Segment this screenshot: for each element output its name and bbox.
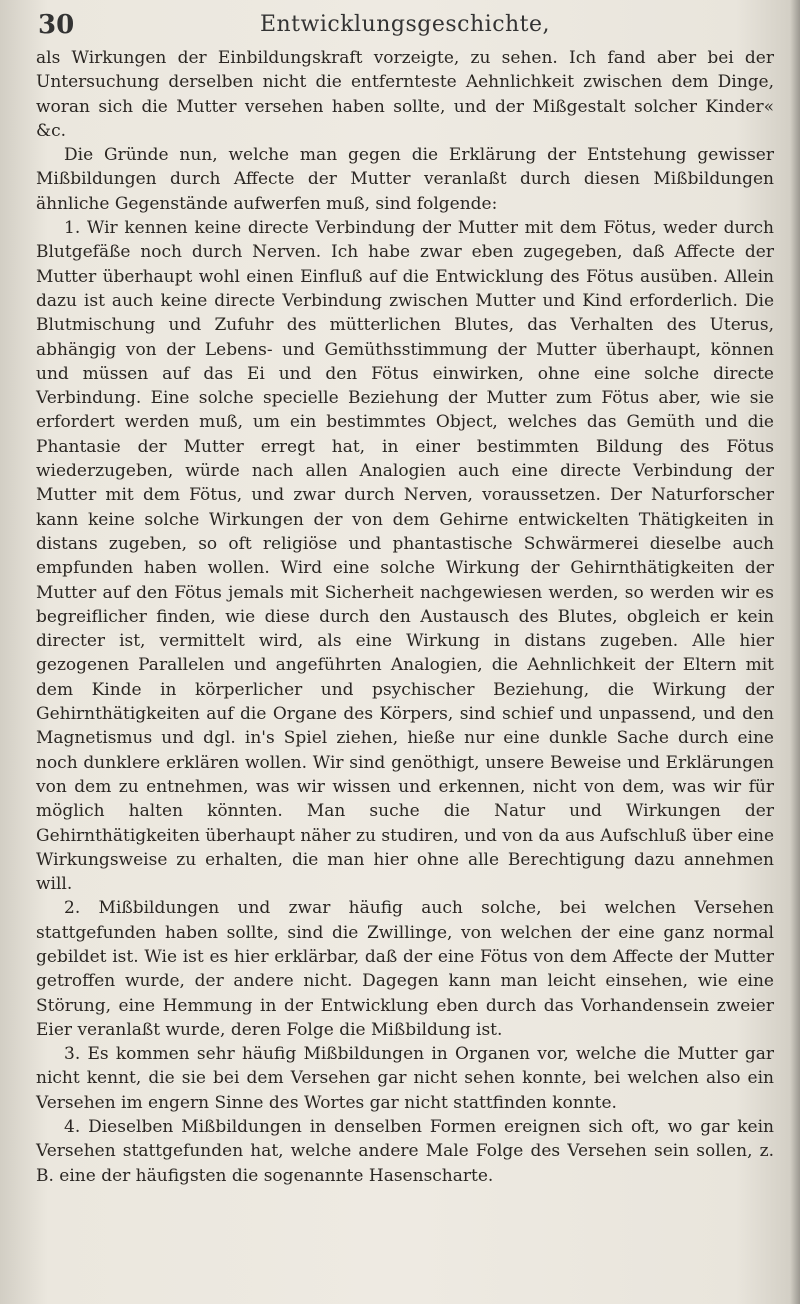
paragraph-reason-3: 3. Es kommen sehr häufig Mißbildungen in Organen vor, welche die Mutter gar nicht kennt, die sie bei dem Versehen gar nicht sehen konnte, bei welchen also ein Versehen im engern Sinne des Wortes gar nicht stattfinden konnte. xyxy=(36,1044,774,1113)
paragraph-continuation: als Wirkungen der Einbildungskraft vorzeigte, zu sehen. Ich fand aber bei der Untersuchung derselben nicht die entfernteste Aehnlichkeit zwischen dem Dinge, woran sich die Mutter versehen haben sollte, und der Mißgestalt solcher Kinder« &c. xyxy=(36,48,774,141)
running-title: Entwicklungsgeschichte, xyxy=(259,12,551,37)
paragraph-reason-2: 2. Mißbildungen und zwar häufig auch solche, bei welchen Versehen stattgefunden haben sollte, sind die Zwillinge, von welchen der eine ganz normal gebildet ist. Wie ist es hier erklärbar, daß der eine Fötus von dem Affecte der Mutter getroffen wurde, der andere nicht. Dagegen kann man leicht einsehen, wie eine Störung, eine Hemmung in der Entwicklung eben durch das Vorhandensein zweier Eier veranlaßt wurde, deren Folge die Mißbildung ist. xyxy=(36,898,774,1040)
page-body xyxy=(36,46,774,1188)
page-number: 30 xyxy=(38,10,75,40)
paragraph-reason-1: 1. Wir kennen keine directe Verbindung der Mutter mit dem Fötus, weder durch Blutgefäße noch durch Nerven. Ich habe zwar eben zugegeben, daß Affecte der Mutter überhaupt wohl einen Einfluß auf die Entwicklung des Fötus ausüben. Allein dazu ist auch keine directe Verbindung zwischen Mutter und Kind erforderlich. Die Blutmischung und Zufuhr des mütterlichen Blutes, das Verhalten des Uterus, abhängig von der Lebens- und Gemüthsstimmung der Mutter überhaupt, können und müssen auf das Ei und den Fötus einwirken, ohne eine solche directe Verbindung. Eine solche specielle Beziehung der Mutter zum Fötus aber, wie sie erfordert werden muß, um ein bestimmtes Object, welches das Gemüth und die Phantasie der Mutter erregt hat, in einer bestimmten Bildung des Fötus wiederzugeben, würde nach allen Analogien auch eine directe Verbindung der Mutter mit dem Fötus, und zwar durch Nerven, voraussetzen. Der Naturforscher kann keine solche Wirkungen der von dem Gehirne entwickelten Thätigkeiten in distans zugeben, so oft religiöse und phantastische Schwärmerei dieselbe auch empfunden haben wollen. Wird eine solche Wirkung der Gehirnthätigkeiten der Mutter auf den Fötus jemals mit Sicherheit nachgewiesen werden, so werden wir es begreiflicher finden, wie diese durch den Austausch des Blutes, obgleich er kein directer ist, vermittelt wird, als eine Wirkung in distans zugeben. Alle hier gezogenen Parallelen und angeführten Analogien, die Aehnlichkeit der Eltern mit dem Kinde in körperlicher und psychischer Beziehung, die Wirkung der Gehirnthätigkeiten auf die Organe des Körpers, sind schief und unpassend, und den Magnetismus und dgl. in's Spiel ziehen, hieße nur eine dunkle Sache durch eine noch dunklere erklären wollen. Wir sind genöthigt, unsere Beweise und Erklärungen von dem zu entnehmen, was wir wissen und erkennen, nicht von dem, was wir für möglich halten könnten. Man suche die Natur und Wirkungen der Gehirnthätigkeiten überhaupt näher zu studiren, und von da aus Aufschluß über eine Wirkungsweise zu erhalten, die man hier ohne alle Berechtigung dazu annehmen will. xyxy=(36,218,774,895)
paragraph-reason-4: 4. Dieselben Mißbildungen in denselben Formen ereignen sich oft, wo gar kein Versehen stattgefunden hat, welche andere Male Folge des Versehen sein sollen, z. B. eine der häufigsten die sogenannte Hasenscharte. xyxy=(36,1117,774,1186)
page-header xyxy=(36,10,774,40)
paragraph-intro-reasons: Die Gründe nun, welche man gegen die Erklärung der Entstehung gewisser Mißbildungen durch Affecte der Mutter veranlaßt durch diesen Mißbildungen ähnliche Gegenstände aufwerfen muß, sind folgende: xyxy=(36,145,774,214)
page-edge-shadow xyxy=(790,0,800,1304)
